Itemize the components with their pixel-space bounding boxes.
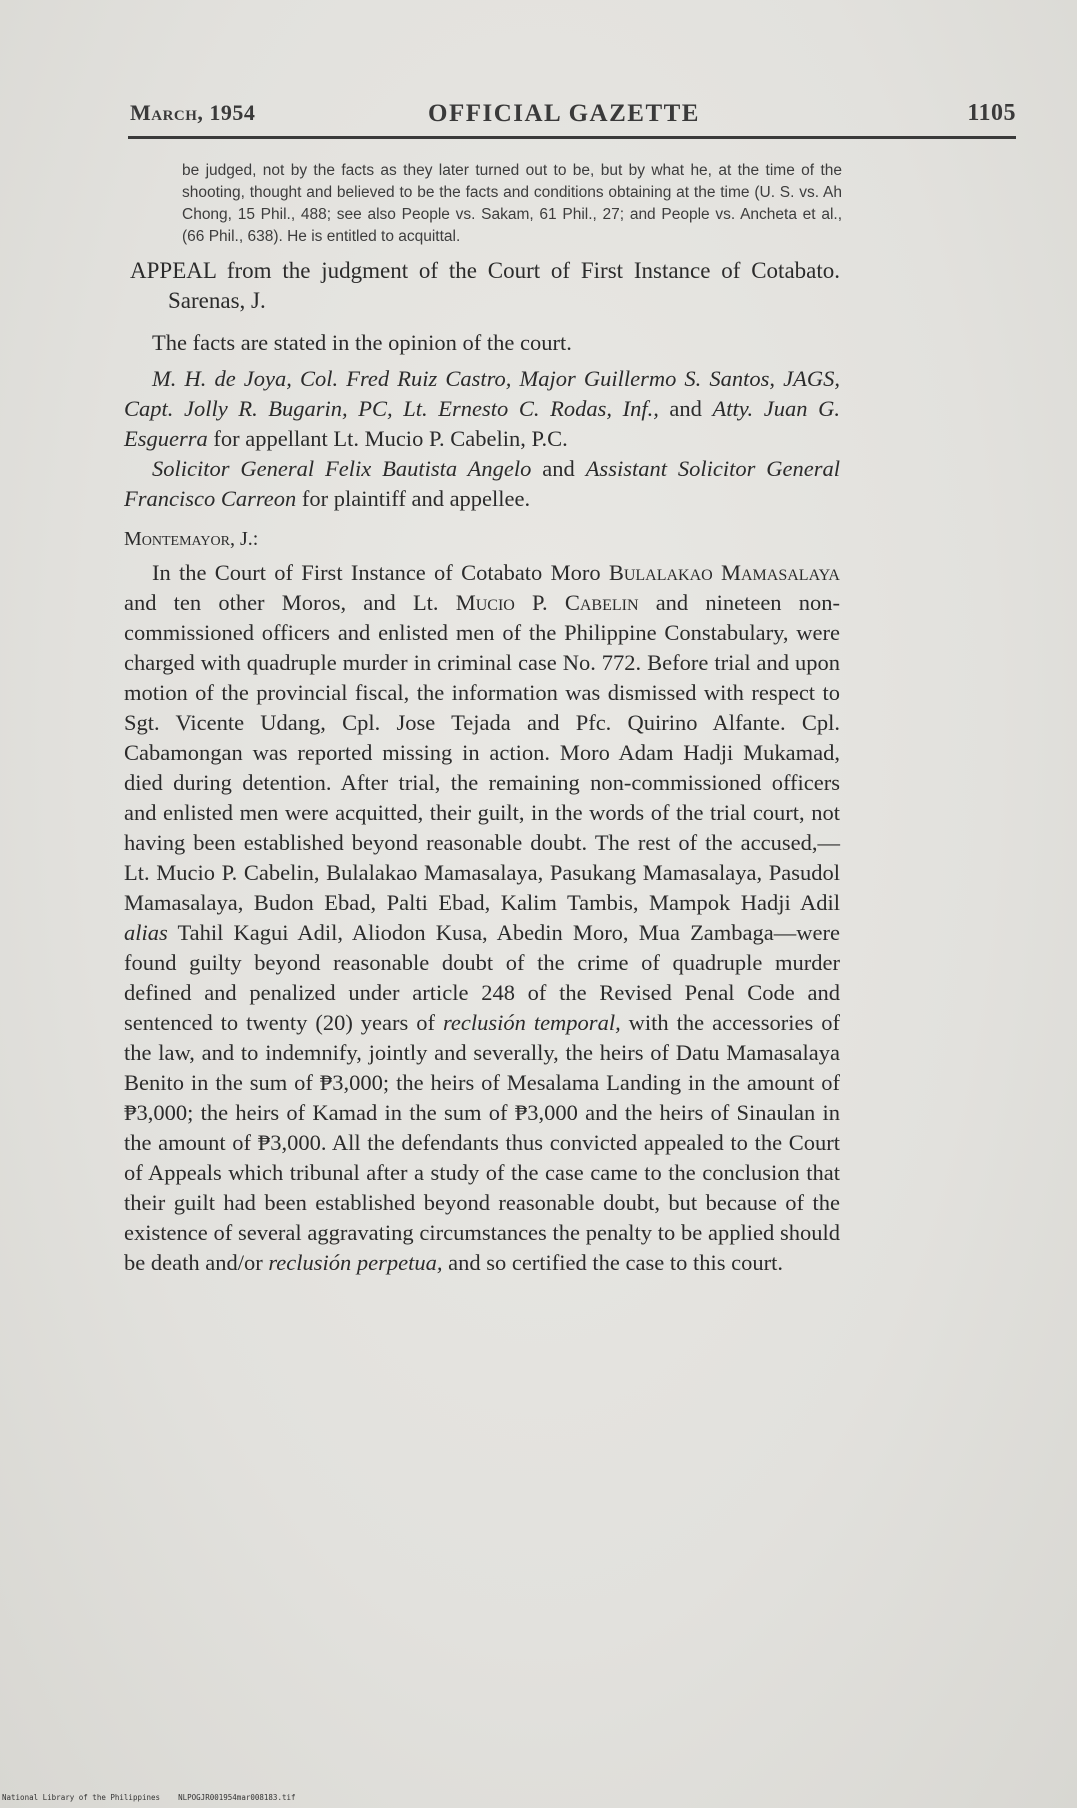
appeal-caption: APPEAL from the judgment of the Court of First Instance of Cotabato. Sarenas, J. — [130, 258, 840, 313]
p1-name-cabelin: Mucio P. Cabelin — [455, 590, 639, 615]
p1-f: and so certified the case to this court. — [442, 1250, 783, 1275]
appellant-and: and — [658, 396, 713, 421]
counsel-for-appellant — [124, 364, 840, 454]
p1-reclusion-temporal: reclusión temporal, — [442, 1010, 621, 1035]
appellant-atty: Atty. Juan G. Esguerra — [124, 396, 840, 451]
opinion-paragraph — [124, 558, 840, 1278]
p1-reclusion-perpetua: reclusión perpetua, — [268, 1250, 443, 1275]
scan-footer: National Library of the Philippines NLPOGJR001954mar008183.tif — [2, 1793, 296, 1802]
appellee-sg: Solicitor General Felix Bautista Angelo — [152, 456, 532, 481]
p1-e: with the accessories of the law, and to indemnify, jointly and severally, the heirs of Datu Mamasalaya Benito in the sum of ₱3,000; the heirs of Mesalama Landing in the amount of ₱3,000; the heirs of Kamad in the sum of ₱3,000 and the heirs of Sinaulan in the amount of ₱3,000. All the defendants thus convicted appealed to the Court of Appeals which tribunal after a study of the case came to the conclusion that their guilt had been established beyond reasonable doubt, but because of the existence of several aggravating circumstances the penalty to be applied should be death and/or — [124, 1010, 840, 1275]
appellant-counsel-names: M. H. de Joya, Col. Fred Ruiz Castro, Major Guillermo S. Santos, JAGS, Capt. Jolly R. Bugarin, PC, Lt. Ernesto C. Rodas, Inf., — [124, 366, 840, 421]
header-date: March, 1954 — [130, 100, 256, 125]
p1-b: and ten other Moros, and Lt. — [124, 590, 456, 615]
header-publication-title: OFFICIAL GAZETTE — [428, 100, 700, 127]
p1-d: Tahil Kagui Adil, Aliodon Kusa, Abedin Moro, Mua Zambaga—were found guilty beyond reasonable doubt of the crime of quadruple murder defined and penalized under article 248 of the Revised Penal Code and sentenced to twenty (20) years of — [124, 920, 840, 1035]
syllabus-note: be judged, not by the facts as they later turned out to be, but by what he, at the time of the shooting, thought and believed to be the facts and conditions obtaining at the time (U. S. vs. Ah Chong, 15 Phil., 488; see also People vs. Sakam, 61 Phil., 27; and People vs. Ancheta et al., (66 Phil., 638). He is entitled to acquittal. — [182, 162, 842, 245]
header-page-number: 1105 — [967, 100, 1016, 126]
ponente: Montemayor, J.: — [124, 528, 259, 550]
p1-c: and nineteen non-commissioned officers and enlisted men of the Philippine Constabulary, were charged with quadruple murder in criminal case No. 772. Before trial and upon motion of the provincial fiscal, the information was dismissed with respect to Sgt. Vicente Udang, Cpl. Jose Tejada and Pfc. Quirino Alfante. Cpl. Cabamongan was reported missing in action. Moro Adam Hadji Mukamad, died during detention. After trial, the remaining non-commissioned officers and enlisted men were acquitted, their guilt, in the words of the trial court, not having been established beyond reasonable doubt. The rest of the accused,—Lt. Mucio P. Cabelin, Bulalakao Mamasalaya, Pasukang Mamasalaya, Pasudol Mamasalaya, Budon Ebad, Palti Ebad, Kalim Tambis, Mampok Hadji Adil — [124, 590, 840, 915]
page-content — [124, 160, 840, 1278]
p1-name-bulalakao: Bulalakao Mamasalaya — [608, 560, 840, 585]
appellee-asg: Assistant Solicitor General Francisco Carreon — [124, 456, 840, 511]
facts-stated-line: The facts are stated in the opinion of the court. — [152, 330, 572, 355]
appellee-and: and — [531, 456, 586, 481]
appellee-rest: for plaintiff and appellee. — [296, 486, 531, 511]
p1-alias: alias — [124, 920, 168, 945]
counsel-for-appellee — [124, 454, 840, 514]
p1-a: In the Court of First Instance of Cotabato Moro — [152, 560, 609, 585]
appellant-rest: for appellant Lt. Mucio P. Cabelin, P.C. — [207, 426, 568, 451]
page-header — [128, 96, 1016, 139]
